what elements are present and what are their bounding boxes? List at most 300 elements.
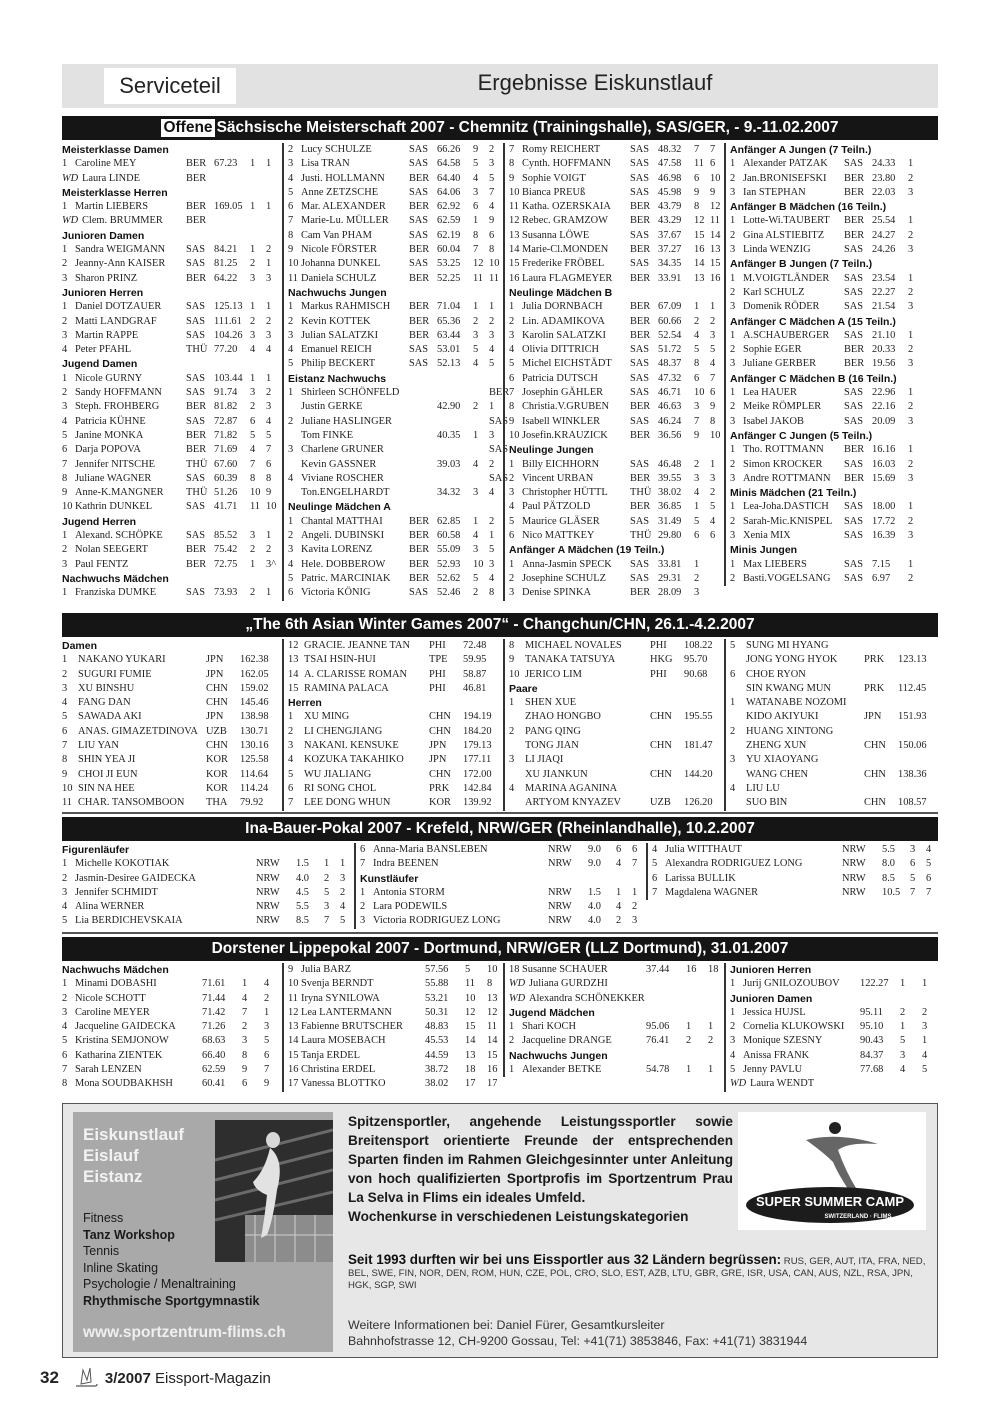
rank [730, 796, 746, 810]
skater-photo [215, 1120, 333, 1262]
rank: 8 [509, 158, 515, 170]
category-heading: Neulinge Jungen [509, 444, 594, 457]
club: SAS [844, 272, 864, 284]
rank: 3 [288, 444, 294, 456]
result-row [730, 286, 938, 300]
athlete-name: Maurice GLÄSER [522, 515, 600, 527]
rank: 5 [62, 711, 68, 723]
club: SAS [409, 258, 429, 270]
place-b [710, 558, 724, 572]
score: 17.72 [872, 515, 896, 527]
result-row [62, 386, 280, 400]
club: CHN [206, 740, 228, 752]
place-b [924, 157, 938, 171]
rank: 1 [509, 558, 515, 570]
score: 57.56 [425, 964, 449, 975]
club: BER [630, 472, 651, 484]
place-b [924, 515, 938, 529]
place-a: 2 [473, 315, 479, 327]
club: NRW [548, 901, 572, 913]
score: 122.27 [860, 978, 889, 990]
place-b: 9 [489, 215, 495, 227]
place-b: 6 [710, 158, 716, 170]
place-a: 3 [910, 844, 916, 855]
place-b: 15 [487, 1049, 498, 1061]
result-row [652, 872, 938, 886]
place-b: 3 [266, 329, 272, 341]
place-b: 2 [266, 544, 272, 556]
result-row [288, 143, 503, 157]
rank: 4 [288, 558, 294, 570]
result-row [62, 857, 352, 871]
athlete-name: Olivia DITTRICH [522, 344, 600, 356]
result-row [62, 486, 280, 500]
place-a: 2 [686, 1035, 692, 1047]
ad-website-link[interactable]: www.sportzentrum-flims.ch [83, 1324, 286, 1341]
results-column [282, 963, 503, 1092]
place-b: 1 [708, 1064, 714, 1076]
score: 52.25 [437, 272, 461, 284]
result-row [62, 796, 280, 810]
athlete-name: Romy REICHERT [522, 144, 601, 155]
place-b: 4 [710, 515, 716, 527]
result-row [288, 257, 503, 271]
rank: 2 [62, 544, 68, 556]
athlete-name: Katharina ZIENTEK [75, 1049, 163, 1061]
result-row [730, 682, 938, 696]
place-a: 4 [694, 329, 700, 341]
place-a: 1 [694, 501, 700, 513]
result-row [730, 329, 938, 343]
score: 16.03 [872, 458, 896, 470]
place-a: 1 [908, 158, 914, 170]
result-row [62, 500, 280, 514]
result-row [288, 415, 509, 429]
place-b [708, 992, 724, 1006]
result-row [288, 229, 503, 243]
athlete-name: NAKANI. KENSUKE [304, 740, 399, 752]
category-heading: Anfänger A Mädchen (19 Teiln.) [509, 544, 665, 557]
category-heading: Anfänger B Jungen (7 Teiln.) [730, 258, 873, 271]
athlete-name: Linda WENZIG [743, 244, 811, 256]
results-column [354, 843, 644, 929]
place-a: 2 [908, 344, 914, 356]
score: 54.78 [646, 1064, 670, 1076]
club: THÜ [630, 530, 652, 542]
place-b: 4 [489, 201, 495, 213]
rank [509, 796, 525, 810]
club: BER [630, 329, 651, 341]
place-a: 1 [242, 978, 248, 990]
club: JPN [864, 711, 882, 723]
result-row [509, 696, 724, 710]
athlete-name: Caroline MEY [75, 158, 137, 170]
score: 104.26 [214, 329, 243, 341]
club: SAS [186, 472, 206, 484]
score [898, 782, 938, 796]
place-a: 12 [473, 258, 484, 270]
score: 29.80 [658, 530, 682, 542]
place-b: 3 [632, 915, 638, 927]
result-row [730, 1049, 938, 1063]
result-row [730, 1063, 938, 1077]
score: 7.15 [872, 558, 891, 570]
result-row [62, 1063, 280, 1077]
rank: 2 [730, 172, 736, 184]
rank: 4 [62, 415, 68, 427]
club: SAS [844, 415, 864, 427]
result-row [730, 157, 938, 171]
category-heading: Junioren Herren [62, 286, 144, 299]
club: BER [630, 301, 651, 313]
place-a [473, 415, 489, 429]
rank: 7 [509, 144, 515, 155]
athlete-name: MICHAEL NOVALES [525, 640, 622, 651]
place-a: 6 [694, 372, 700, 384]
ad-contact-name: Weitere Informationen bei: Daniel Fürer, Gesamtkursleiter [348, 1318, 665, 1332]
club: BER [844, 472, 865, 484]
result-row [62, 1034, 280, 1048]
category-heading: Minis Jungen [730, 544, 798, 557]
place-b: 1 [632, 886, 638, 898]
athlete-name: Julia BARZ [301, 964, 351, 975]
place-a: 8 [473, 229, 479, 241]
athlete-name: Martin LIEBERS [75, 201, 149, 213]
rank: 1 [730, 978, 736, 990]
rank: 4 [730, 782, 736, 794]
place-a: 5 [324, 886, 330, 898]
result-row [730, 977, 938, 991]
athlete-name: Simon KROCKER [743, 458, 823, 470]
category-heading: Nachwuchs Jungen [509, 1049, 608, 1062]
score: 52.54 [658, 329, 682, 341]
score: 51.72 [658, 344, 682, 356]
club: SAS [630, 372, 650, 384]
score: 65.36 [437, 315, 461, 327]
athlete-name: Kathrin DUNKEL [75, 501, 153, 513]
athlete-name: Andre ROTTMANN [743, 472, 831, 484]
place-a: 3 [250, 387, 256, 399]
rank: 2 [62, 258, 68, 270]
rank: 9 [62, 487, 68, 499]
athlete-name: Philip BECKERT [301, 358, 376, 370]
score: 85.52 [214, 530, 238, 542]
rank: 7 [62, 1064, 68, 1076]
result-row [730, 186, 938, 200]
score: 169.05 [214, 201, 243, 213]
result-row [62, 472, 280, 486]
score: 139.92 [463, 797, 492, 809]
place-b: 2 [489, 515, 495, 527]
score: 95.11 [860, 1006, 883, 1018]
athlete-name: XU MING [304, 711, 350, 723]
place-b: 4 [922, 1049, 928, 1061]
place-a: 15 [465, 1021, 476, 1033]
place-b: 16 [710, 272, 721, 284]
score: 72.48 [463, 640, 487, 651]
athlete-name: Marie-Cl.MONDEN [522, 244, 609, 256]
place-a: 9 [694, 186, 700, 198]
athlete-name: Meike RÖMPLER [743, 401, 822, 413]
athlete-name: Alexandra SCHÖNEKKER [529, 992, 645, 1004]
club: PHI [429, 668, 446, 680]
rank: 1 [730, 158, 736, 170]
rank: 4 [509, 344, 515, 356]
place-a: 1 [908, 215, 914, 227]
club: NRW [256, 858, 280, 870]
athlete-name: Justi. HOLLMANN [301, 172, 385, 184]
place-a: 3 [694, 472, 700, 484]
place-a: 1 [908, 387, 914, 399]
result-row [288, 682, 503, 696]
rank: 15 [288, 1049, 299, 1061]
club: SAS [844, 244, 864, 256]
place-a: 16 [694, 244, 705, 256]
athlete-name: RAMINA PALACA [304, 682, 389, 694]
rank: 8 [288, 229, 294, 241]
results-column [503, 143, 724, 601]
club: SAS [409, 344, 429, 356]
category-heading: Anfänger A Jungen (7 Teiln.) [730, 144, 872, 156]
club [409, 472, 437, 486]
athlete-name: Josephine SCHULZ [522, 572, 606, 584]
event-title: „The 6th Asian Winter Games 2007“ - Changchun/CHN, 26.1.-4.2.2007 [245, 616, 755, 633]
athlete-name: KOZUKA TAKAHIKO [304, 754, 404, 766]
score: 46.71 [658, 387, 682, 399]
result-row [288, 1006, 503, 1020]
athlete-name: TONG JIAN [525, 740, 579, 752]
rank: 7 [360, 858, 366, 870]
place-b: 6 [926, 872, 932, 884]
place-b: 9 [710, 186, 716, 198]
athlete-name: Sophie VOIGT [522, 172, 586, 184]
rank: 11 [288, 992, 299, 1004]
category-heading: Nachwuchs Mädchen [62, 572, 169, 585]
rank: 13 [288, 1021, 299, 1033]
place-a [686, 992, 708, 1006]
score: 108.22 [684, 640, 713, 651]
result-row [288, 1020, 503, 1034]
magazine-name: Eissport-Magazin [154, 1369, 271, 1387]
rank: 4 [288, 172, 294, 184]
place-a: 3 [473, 329, 479, 341]
place-a: 11 [473, 272, 484, 284]
athlete-name: ZHENG XUN [746, 740, 807, 752]
result-row [62, 682, 280, 696]
result-row [730, 214, 938, 228]
place-a: 4 [473, 458, 479, 470]
category-heading: Jugend Herren [62, 515, 137, 528]
place-a: 2 [250, 401, 256, 413]
rank: 3 [288, 544, 294, 556]
rank: 9 [509, 415, 515, 427]
score [684, 725, 724, 739]
club: SAS [844, 530, 864, 542]
athlete-name: M.VOIGTLÄNDER [743, 272, 830, 284]
results-column [62, 639, 280, 811]
place-b: 4 [710, 358, 716, 370]
place-a: 2 [908, 172, 914, 184]
rank: 14 [288, 1035, 299, 1047]
score: 8.5 [882, 872, 895, 884]
result-row [62, 696, 280, 710]
category-heading: Jugend Mädchen [509, 1006, 595, 1019]
place-b: 5 [489, 544, 495, 556]
score: 4.0 [588, 901, 601, 913]
rank: 18 [509, 964, 520, 975]
result-row [288, 586, 503, 600]
place-a: 8 [250, 472, 256, 484]
result-row [62, 725, 280, 739]
score: 126.20 [684, 797, 713, 809]
result-row [288, 529, 503, 543]
place-b: 4 [340, 901, 346, 913]
club: CHN [429, 711, 451, 723]
athlete-name: Indra BEENEN [373, 858, 439, 870]
score: 39.03 [437, 458, 461, 470]
score: 8.5 [296, 915, 309, 927]
athlete-name: Cynth. HOFFMANN [522, 158, 611, 170]
category-heading: Nachwuchs Jungen [288, 286, 387, 299]
place-b: 6 [264, 1049, 270, 1061]
place-a: 3 [242, 1035, 248, 1047]
rank: 3 [62, 682, 68, 694]
rank: 6 [62, 444, 68, 456]
place-b [266, 172, 280, 186]
athlete-name: Bianca PREUß [522, 186, 586, 198]
club: SAS [409, 587, 429, 599]
athlete-name: Darja POPOVA [75, 444, 141, 456]
result-row [730, 272, 938, 286]
club: BER [186, 429, 207, 441]
score: 138.36 [898, 768, 927, 780]
place-a: 3 [473, 186, 479, 198]
result-row [652, 843, 938, 857]
score: 81.25 [214, 258, 238, 270]
place-a: 4 [900, 1064, 906, 1076]
rank: 6 [62, 725, 68, 737]
athlete-name: SUGURI FUMIE [78, 668, 152, 680]
place-b: 9 [710, 401, 716, 413]
place-a: 2 [250, 315, 256, 327]
score: 84.37 [860, 1049, 884, 1061]
score: 40.35 [437, 429, 461, 441]
place-b: 1 [489, 401, 495, 413]
rank: 6 [288, 201, 294, 213]
club: SAS [409, 215, 429, 227]
athlete-name: Daniela SCHULZ [301, 272, 377, 284]
place-a: 3 [900, 1049, 906, 1061]
score: 95.70 [684, 654, 708, 666]
athlete-name: Basti.VOGELSANG [743, 572, 831, 584]
place-a: 2 [908, 515, 914, 527]
athlete-name: TSAI HSIN-HUI [304, 654, 376, 666]
club: BER [409, 329, 430, 341]
club: BER [844, 215, 865, 227]
place-a: 4 [242, 992, 248, 1004]
place-b: 11 [710, 215, 721, 227]
place-a: 2 [908, 229, 914, 241]
rank [730, 710, 746, 724]
athlete-name: JERICO LIM [525, 668, 582, 680]
place-a: 3 [908, 301, 914, 313]
place-a: 5 [473, 344, 479, 356]
result-row [62, 157, 280, 171]
club: PRK [864, 654, 885, 666]
club: BER [186, 544, 207, 556]
athlete-name: ZHAO HONGBO [525, 711, 601, 723]
rank: 1 [730, 558, 736, 570]
place-a: 3 [694, 587, 700, 599]
athlete-name: SHIN YEA JI [78, 754, 136, 766]
club: SAS [630, 186, 650, 198]
ad-courses-text: Wochenkurse in verschiedenen Leistungskategorien [348, 1209, 689, 1224]
place-a: 7 [242, 1006, 248, 1018]
place-b: SAS [489, 415, 509, 427]
club: HKG [650, 654, 673, 666]
place-b: 1 [266, 201, 272, 213]
rank: 6 [509, 530, 515, 542]
club: CHN [429, 725, 451, 737]
club: BER [409, 558, 430, 570]
result-row [509, 739, 724, 753]
result-row [652, 857, 938, 871]
score: 52.13 [437, 358, 461, 370]
withdrawn-marker: WD [509, 978, 526, 990]
athlete-name: PANG QING [525, 725, 581, 737]
club: UZB [206, 725, 227, 737]
athlete-name: Christina ERDEL [301, 1064, 376, 1076]
place-a: 2 [908, 401, 914, 413]
score: 41.71 [214, 501, 238, 513]
result-row [730, 529, 938, 543]
place-b [924, 343, 938, 357]
athlete-name: Lea-Joha.DASTICH [743, 501, 829, 513]
place-b: 18 [708, 964, 719, 975]
score: 24.26 [872, 244, 896, 256]
place-b: 6 [710, 387, 716, 399]
result-row [288, 458, 503, 472]
place-b: 6 [632, 844, 638, 855]
score: 71.42 [202, 1006, 226, 1018]
result-row [652, 886, 938, 900]
place-b: 10 [710, 429, 721, 441]
rank: 3 [62, 401, 68, 413]
athlete-name: WATANABE NOZOMI [746, 697, 847, 709]
athlete-name: Susanne SCHAUER [522, 964, 608, 975]
ad-contact-address: Bahnhofstrasse 12, CH-9200 Gossau, Tel: +41(71) 3853846, Fax: +41(71) 3831944 [348, 1334, 808, 1348]
club: BER [409, 172, 430, 184]
result-row [730, 753, 938, 767]
rank: 17 [288, 1078, 299, 1090]
rank: 2 [62, 872, 68, 884]
result-row [288, 214, 503, 228]
club [864, 725, 898, 739]
place-a [473, 472, 489, 486]
rank: 1 [730, 329, 736, 341]
withdrawn-marker: WD [509, 992, 526, 1004]
athlete-name: Patricia KÜHNE [75, 415, 146, 427]
athlete-name: Paul FENTZ [75, 558, 129, 570]
place-b: 6 [710, 530, 716, 542]
place-b: 2 [266, 315, 272, 327]
athlete-name: LI CHENGJIANG [304, 725, 383, 737]
place-b: 7 [266, 444, 272, 456]
rank: 3 [62, 272, 68, 284]
rank: 1 [62, 301, 68, 313]
result-row [730, 243, 938, 257]
place-b: 2 [340, 886, 346, 898]
